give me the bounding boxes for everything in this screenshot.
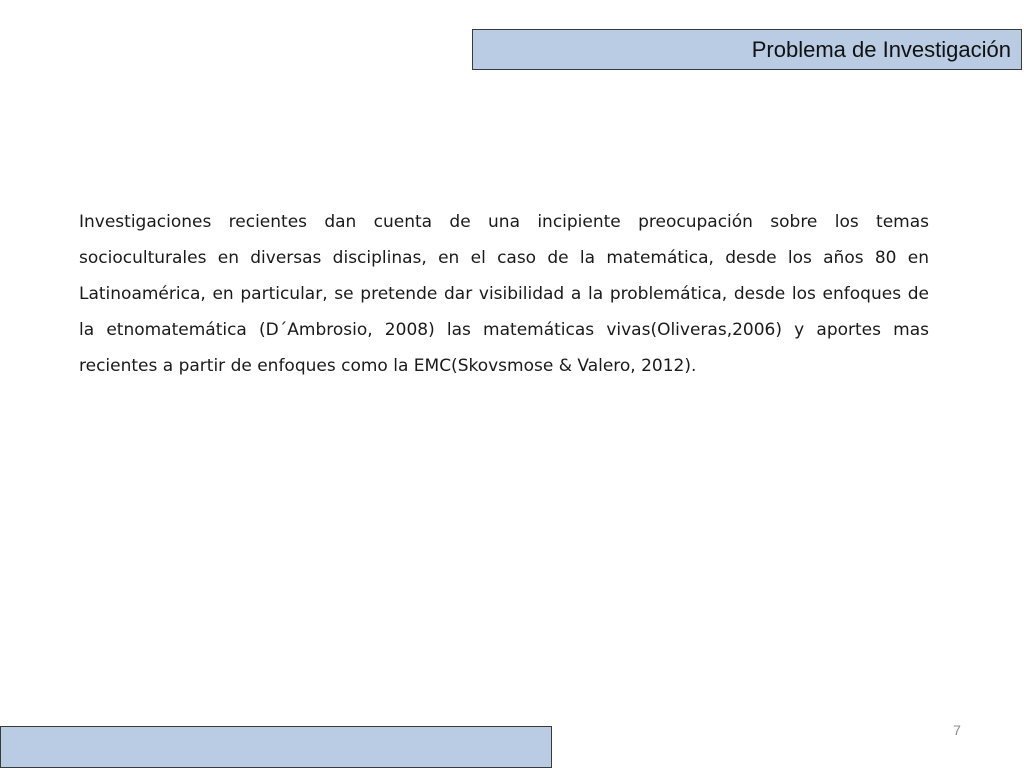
title-box xyxy=(472,29,1022,70)
body-paragraph: Investigaciones recientes dan cuenta de una incipiente preocupación sobre los temas socioculturales en diversas disciplinas, en el caso de la matemática, desde los años 80 en Latinoamérica, en particular, se pretende dar visibilidad a la problemática, desde los enfoques de la etnomatemática (D´Ambrosio, 2008) las matemáticas vivas(Oliveras,2006) y aportes mas recientes a partir de enfoques como la EMC(Skovsmose & Valero, 2012). xyxy=(79,212,929,376)
slide-title: Problema de Investigación xyxy=(751,36,1011,62)
page-number: 7 xyxy=(953,722,961,738)
footer-box xyxy=(0,726,552,768)
